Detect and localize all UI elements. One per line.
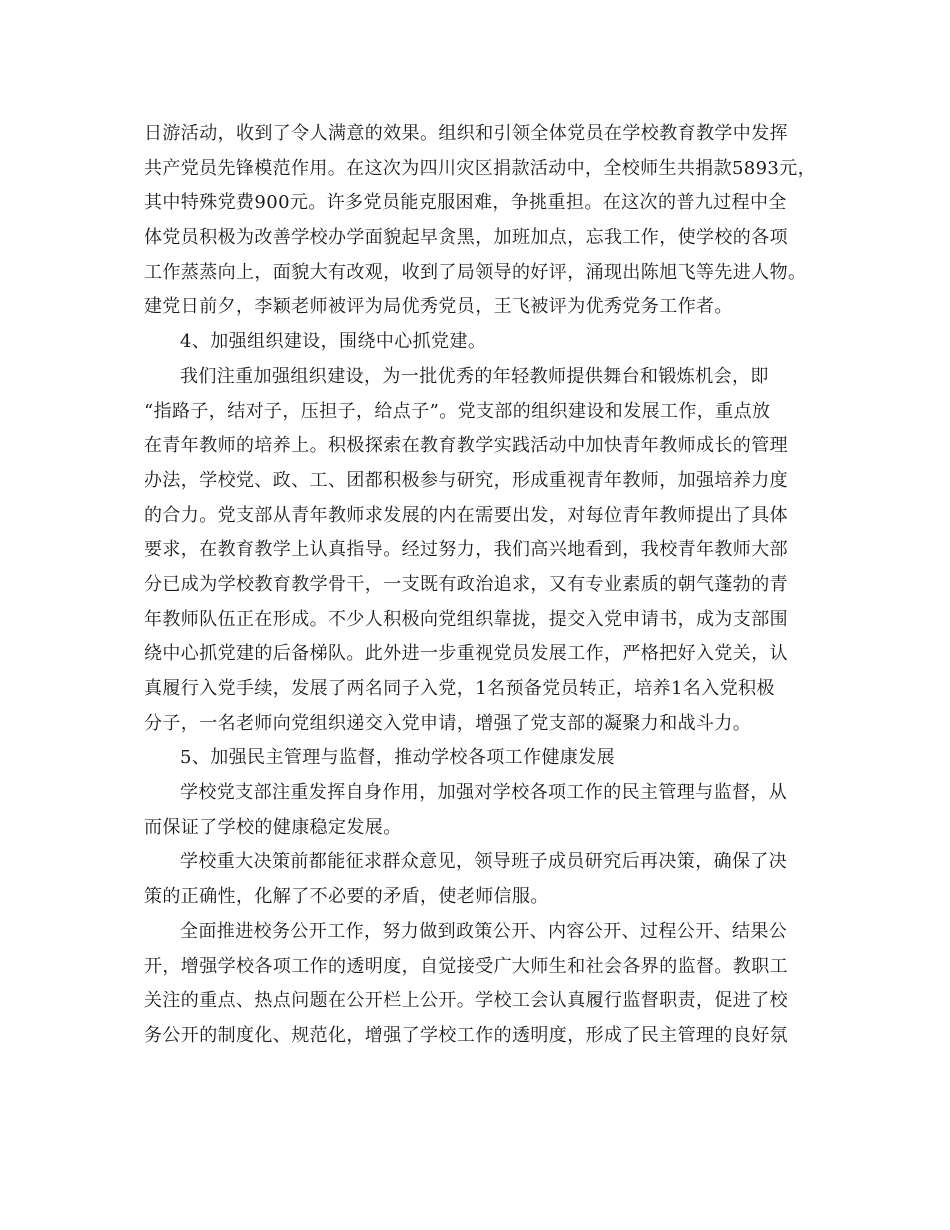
text-line: 学校党支部注重发挥自身作用，加强对学校各项工作的民主管理与监督，从 <box>180 782 788 804</box>
text-line: 分已成为学校教育教学骨干，一支既有政治追求，又有专业素质的朝气蓬勃的青 <box>144 573 788 595</box>
text-line: 体党员积极为改善学校办学面貌起早贪黑，加班加点，忘我工作，使学校的各项 <box>144 227 788 249</box>
text-line: 其中特殊党费900元。许多党员能克服困难，争挑重担。在这次的普九过程中全 <box>144 192 787 214</box>
text-line: 策的正确性，化解了不必要的矛盾，使老师信服。 <box>144 886 549 908</box>
text-line: 4、加强组织建设，围绕中心抓党建。 <box>180 331 487 353</box>
text-line: 全面推进校务公开工作，努力做到政策公开、内容公开、过程公开、结果公 <box>180 920 788 942</box>
text-line: 绕中心抓党建的后备梯队。此外进一步重视党员发展工作，严格把好入党关，认 <box>144 643 788 665</box>
text-line: 真履行入党手续，发展了两名同子入党，1名预备党员转正，培养1名入党积极 <box>144 678 775 699</box>
text-line: 办法，学校党、政、工、团都积极参与研究，形成重视青年教师，加强培养力度 <box>144 469 788 491</box>
text-line: 5、加强民主管理与监督，推动学校各项工作健康发展 <box>180 747 616 769</box>
text-line: 而保证了学校的健康稳定发展。 <box>144 816 402 838</box>
text-line: “指路子，结对子，压担子，给点子”。党支部的组织建设和发展工作，重点放 <box>144 400 771 422</box>
text-line: 要求，在教育教学上认真指导。经过努力，我们高兴地看到，我校青年教师大部 <box>144 539 788 561</box>
text-line: 我们注重加强组织建设，为一批优秀的年轻教师提供舞台和锻炼机会，即 <box>180 365 769 387</box>
text-line: 学校重大决策前都能征求群众意见，领导班子成员研究后再决策，确保了决 <box>180 851 788 873</box>
text-line: 务公开的制度化、规范化，增强了学校工作的透明度，形成了民主管理的良好氛 <box>144 1024 788 1046</box>
text-line: 工作蒸蒸向上，面貌大有改观，收到了局领导的好评，涌现出陈旭飞等先进人物。 <box>144 261 807 283</box>
text-line: 关注的重点、热点问题在公开栏上公开。学校工会认真履行监督职责，促进了校 <box>144 990 788 1012</box>
text-line: 共产党员先锋模范作用。在这次为四川灾区捐款活动中，全校师生共捐款5893元， <box>144 157 817 179</box>
text-line: 建党日前夕，李颖老师被评为局优秀党员，王飞被评为优秀党务工作者。 <box>144 296 733 318</box>
text-line: 的合力。党支部从青年教师求发展的内在需要出发，对每位青年教师提出了具体 <box>144 504 788 526</box>
text-line: 日游活动，收到了令人满意的效果。组织和引领全体党员在学校教育教学中发挥 <box>144 123 788 144</box>
text-line: 开，增强学校各项工作的透明度，自觉接受广大师生和社会各界的监督。教职工 <box>144 955 788 977</box>
document-body-text <box>144 117 817 1054</box>
text-line: 年教师队伍正在形成。不少人积极向党组织靠拢，提交入党申请书，成为支部围 <box>144 608 788 630</box>
text-line: 分子，一名老师向党组织递交入党申请，增强了党支部的凝聚力和战斗力。 <box>144 712 752 734</box>
text-line: 在青年教师的培养上。积极探索在教育教学实践活动中加快青年教师成长的管理 <box>144 435 788 457</box>
